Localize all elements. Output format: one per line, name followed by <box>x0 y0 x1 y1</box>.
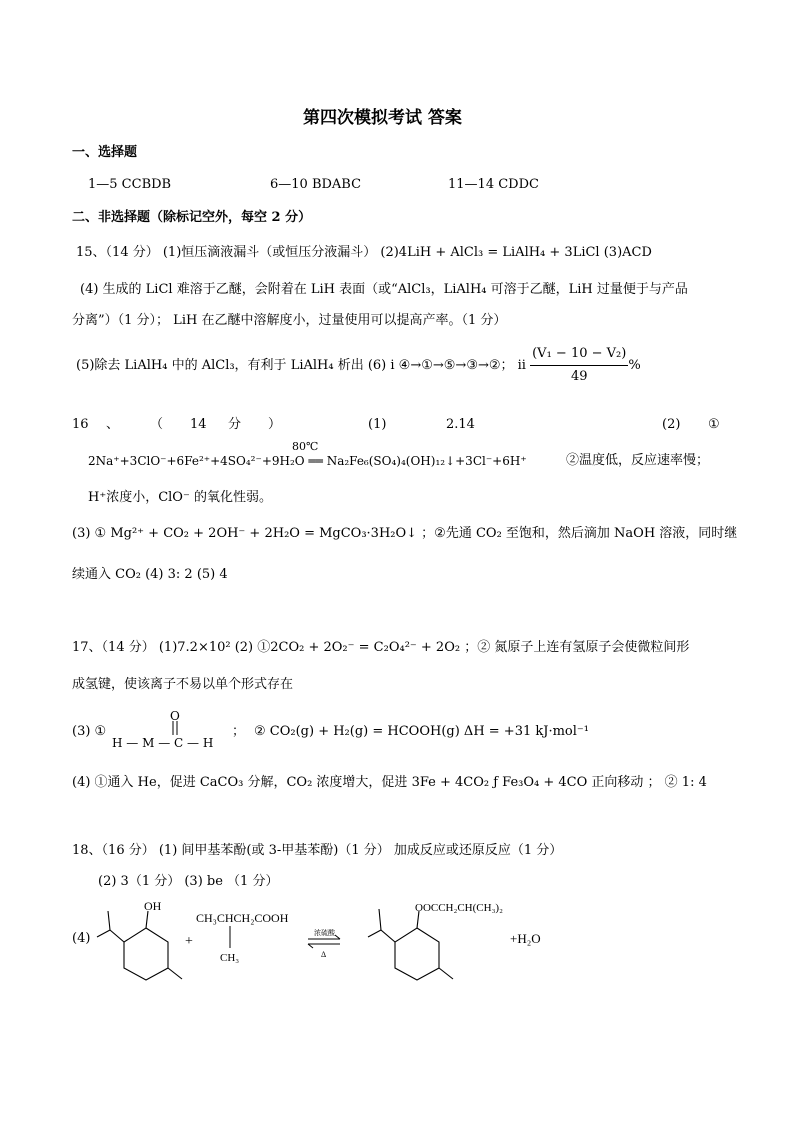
q16-p2-circ: ① <box>708 417 720 432</box>
q16-line4: (3) ① Mg²⁺ + CO₂ + 2OH⁻ + 2H₂O = MgCO₃·3H₂O↓ ；②先通 CO₂ 至饱和，然后滴加 NaOH 溶液，同时继 <box>72 526 738 541</box>
catalyst-label: 浓硫酸 <box>314 929 335 937</box>
q17-line2: 成氢键，使该离子不易以单个形式存在 <box>72 677 294 692</box>
q16-p1-val: 2.14 <box>446 417 475 432</box>
q15-line4-text: (5)除去 LiAlH₄ 中的 AlCl₃，有利于 LiAlH₄ 析出 (6) i ④→①→⑤→③→②； ii <box>76 358 526 373</box>
menthol-structure <box>97 911 182 980</box>
ester-structure <box>368 909 453 980</box>
q17-line4: (4) ①通入 He，促进 CaCO₃ 分解，CO₂ 浓度增大，促进 3Fe + 4CO₂ ƒ Fe₃O₄ + 4CO 正向移动 ； ② 1: 4 <box>72 775 707 790</box>
q15-line4 <box>76 343 641 388</box>
hydroxyl-label: OH <box>144 899 162 913</box>
acid-formula: CH₃CHCH₂COOH <box>196 911 289 925</box>
choice-answers-1: 1—5 CCBDB <box>88 177 172 192</box>
q16-num: 16 <box>72 417 89 432</box>
q16-score-unit: 分 <box>228 417 242 432</box>
q17-line3-eq: ② CO₂(g) + H₂(g) = HCOOH(g) ΔH = +31 kJ·mol⁻¹ <box>254 724 589 739</box>
q15-fraction-num: (V₁ − 10 − V₂) <box>530 343 628 366</box>
double-bond-mark <box>170 721 180 735</box>
q15-fraction <box>530 343 628 388</box>
q15-line2: (4) 生成的 LiCl 难溶于乙醚，会附着在 LiH 表面（或“AlCl₃，LiAlH₄ 可溶于乙醚，LiH 过量便于与产品 <box>80 282 688 297</box>
q15-fraction-den: 49 <box>570 369 588 384</box>
acid-methyl: CH₃ <box>220 952 240 964</box>
heat-label: Δ <box>321 950 327 959</box>
reaction-scheme <box>74 895 794 1005</box>
q17-line3-prefix: (3) ① <box>72 724 107 739</box>
water-label: +H₂O <box>510 931 541 946</box>
q15-line1: 15、（14 分） (1)恒压滴液漏斗（或恒压分液漏斗） (2)4LiH + AlCl₃ = LiAlH₄ + 3LiCl (3)ACD <box>76 245 652 260</box>
choice-answers-2: 6—10 BDABC <box>270 177 362 192</box>
q16-score-open: （ <box>150 417 164 432</box>
q18-line2: (2) 3（1 分） (3) be （1 分） <box>98 874 279 889</box>
q16-score-close: ） <box>268 417 282 432</box>
section2-heading: 二、非选择题（除标记空外，每空 2 分） <box>72 210 312 225</box>
q15-fraction-unit: % <box>628 358 641 373</box>
q17-line1: 17、（14 分） (1)7.2×10² (2) ①2CO₂ + 2O₂⁻ = C₂O₄²⁻ + 2O₂ ；② 氮原子上连有氢原子会使微粒间形 <box>72 640 690 655</box>
q16-eq-condition: 80℃ <box>292 440 319 453</box>
q16-equation: 2Na⁺+3ClO⁻+6Fe²⁺+4SO₄²⁻+9H₂O ══ Na₂Fe₆(SO₄)₄(OH)₁₂↓+3Cl⁻+6H⁺ <box>88 454 527 468</box>
q16-p1: (1) <box>368 417 387 432</box>
q18-line1: 18、（16 分） (1) 间甲基苯酚(或 3-甲基苯酚)（1 分） 加成反应或还原反应（1 分） <box>72 843 563 858</box>
formyl-o-label: O <box>170 709 180 723</box>
choice-answers-3: 11—14 CDDC <box>448 177 539 192</box>
q18-label4: (4) <box>72 931 91 946</box>
q16-p2: (2) <box>662 417 681 432</box>
q16-line3: H⁺浓度小，ClO⁻ 的氧化性弱。 <box>88 490 272 505</box>
q16-score-val: 14 <box>190 417 207 432</box>
section1-heading: 一、选择题 <box>72 145 138 160</box>
q16-line5: 续通入 CO₂ (4) 3: 2 (5) 4 <box>72 567 228 582</box>
structural-formula-chain: H — M — C — H <box>112 736 214 750</box>
q16-eq-tail: ②温度低，反应速率慢； <box>566 453 710 468</box>
page-title: 第四次模拟考试 答案 <box>303 108 462 128</box>
q16-sep: 、 <box>106 417 120 432</box>
q15-line3: 分离”）（1 分）； LiH 在乙醚中溶解度小，过量使用可以提高产率。（1 分） <box>72 313 507 328</box>
ester-group-label: OOCCH₂CH(CH₃)₂ <box>415 902 503 914</box>
q17-line3-mid: ； <box>232 724 246 739</box>
plus-sign: + <box>185 934 193 949</box>
